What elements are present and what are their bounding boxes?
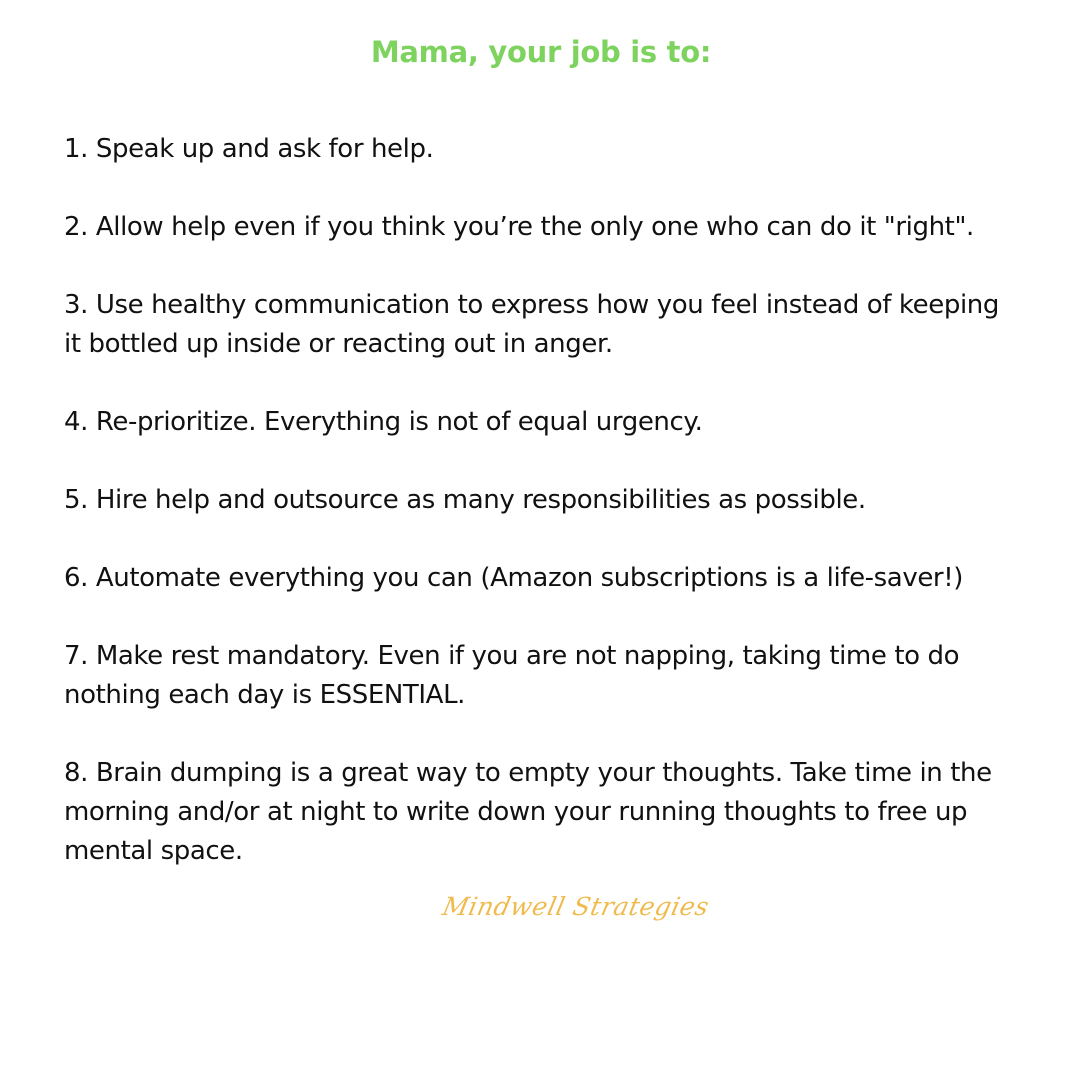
list-item: 5. Hire help and outsource as many responsibilities as possible. [64, 485, 866, 515]
page-title: Mama, your job is to: [370, 35, 712, 69]
list-item: 2. Allow help even if you think you’re the only one who can do it "right". [64, 212, 974, 242]
list-item: 7. Make rest mandatory. Even if you are not napping, taking time to do nothing each day is ESSENTIAL. [64, 641, 960, 710]
list-item: 6. Automate everything you can (Amazon subscriptions is a life-saver!) [64, 563, 963, 593]
list-item: 1. Speak up and ask for help. [64, 134, 434, 164]
list-item: 3. Use healthy communication to express how you feel instead of keeping it bottled up inside or reacting out in anger. [64, 290, 999, 359]
list-item: 4. Re-prioritize. Everything is not of equal urgency. [64, 407, 703, 437]
brand-signature: Mindwell Strategies [439, 892, 712, 921]
job-list [64, 130, 1018, 871]
list-item: 8. Brain dumping is a great way to empty your thoughts. Take time in the morning and/or at night to write down your running thoughts to free up mental space. [64, 758, 992, 866]
